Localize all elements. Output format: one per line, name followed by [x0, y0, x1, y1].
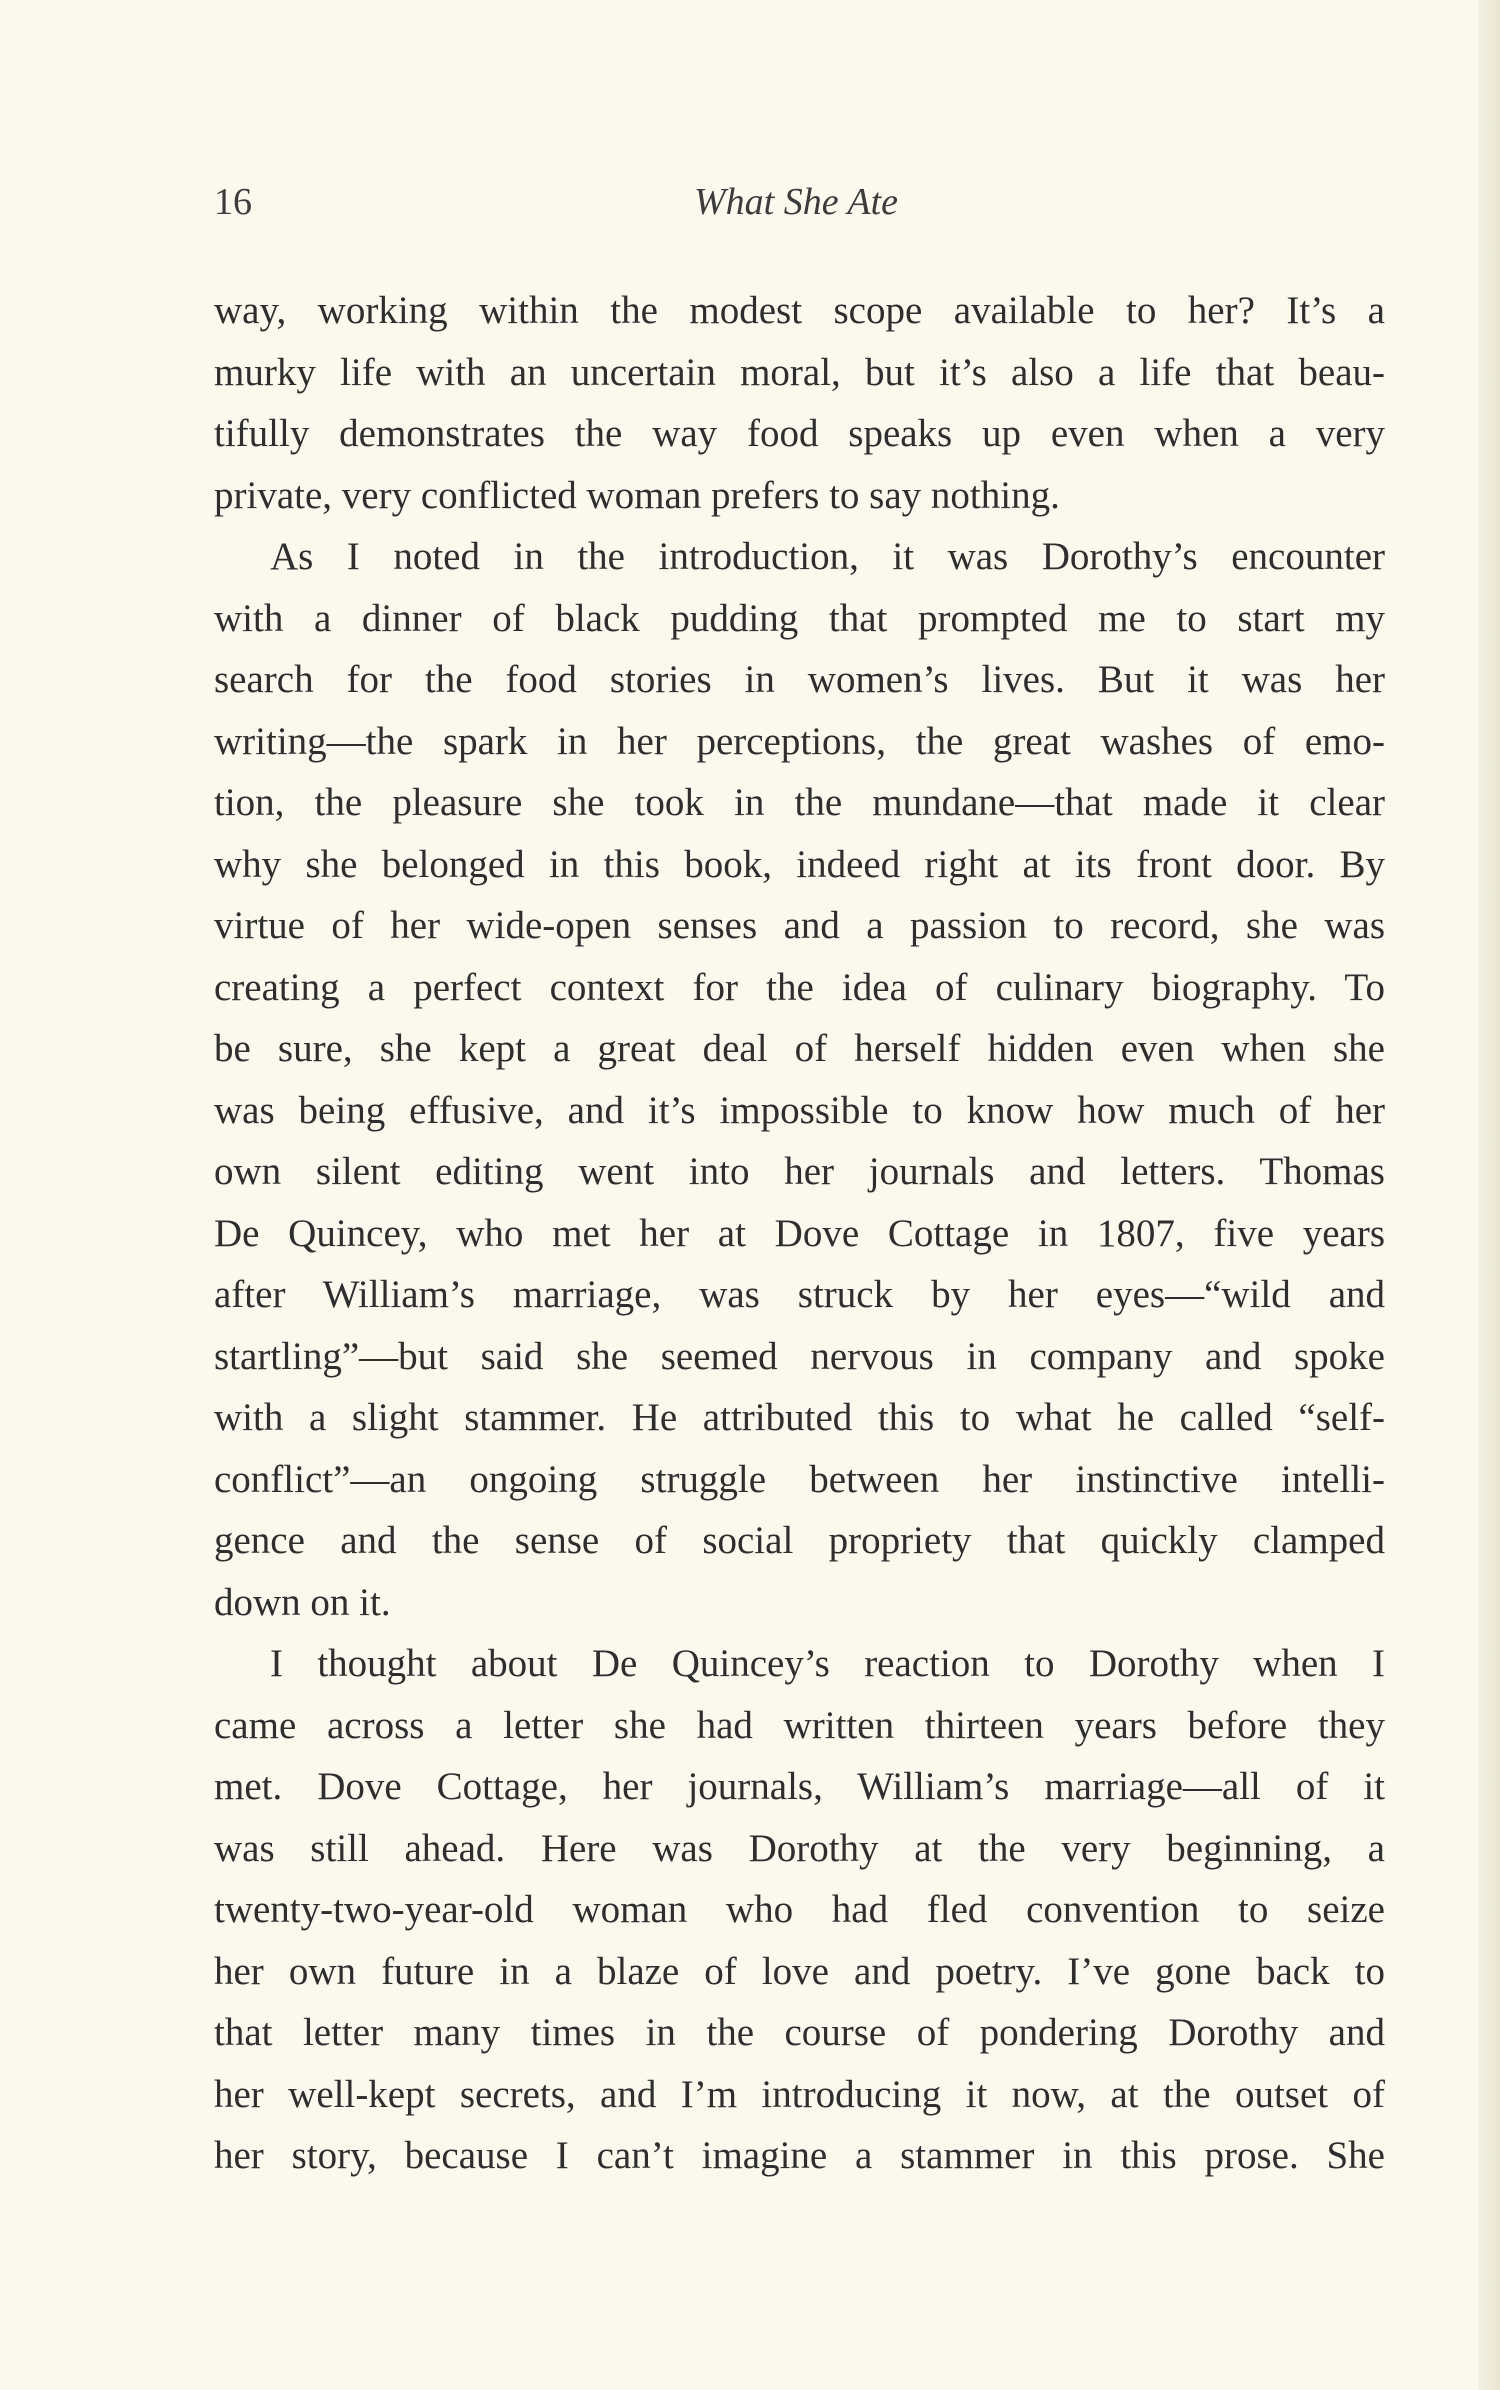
- text-line: be sure, she kept a great deal of herself hidden even when she: [214, 1027, 1385, 1070]
- text-line: with a dinner of black pudding that prompted me to start my: [214, 596, 1385, 640]
- text-line: her own future in a blaze of love and poetry. I’ve gone back to: [214, 1949, 1385, 1993]
- book-title: What She Ate: [694, 181, 899, 223]
- body-text: [214, 280, 1385, 2187]
- text-line: her story, because I can’t imagine a stammer in this prose. She: [214, 2134, 1385, 2177]
- text-line: was being effusive, and it’s impossible to know how much of her: [214, 1088, 1385, 1132]
- text-line: private, very conflicted woman prefers to say nothing.: [214, 473, 1060, 517]
- text-line: with a slight stammer. He attributed this to what he called “self-: [214, 1396, 1385, 1439]
- text-line: I thought about De Quincey’s reaction to Dorothy when I: [270, 1642, 1385, 1685]
- text-line: twenty-two-year-old woman who had fled convention to seize: [214, 1888, 1385, 1931]
- text-line: own silent editing went into her journals and letters. Thomas: [214, 1150, 1385, 1193]
- text-line: creating a perfect context for the idea of culinary biography. To: [214, 965, 1385, 1009]
- text-line: writing—the spark in her perceptions, the great washes of emo-: [214, 719, 1385, 763]
- running-head: [214, 180, 1385, 236]
- text-line: met. Dove Cottage, her journals, William’s marriage—all of it: [214, 1765, 1385, 1808]
- text-line: was still ahead. Here was Dorothy at the very beginning, a: [214, 1826, 1385, 1870]
- text-line: way, working within the modest scope available to her? It’s a: [214, 289, 1385, 332]
- text-line: conflict”—an ongoing struggle between her instinctive intelli-: [214, 1457, 1385, 1501]
- text-line: startling”—but said she seemed nervous in company and spoke: [214, 1334, 1385, 1378]
- text-line: her well-kept secrets, and I’m introducing it now, at the outset of: [214, 2072, 1385, 2116]
- text-line: after William’s marriage, was struck by her eyes—“wild and: [214, 1273, 1385, 1316]
- text-line: that letter many times in the course of pondering Dorothy and: [214, 2011, 1385, 2054]
- paragraph-1: [214, 280, 1385, 526]
- text-line: murky life with an uncertain moral, but it’s also a life that beau-: [214, 350, 1385, 394]
- page-edge-shadow: [1478, 0, 1500, 2390]
- text-line: why she belonged in this book, indeed right at its front door. By: [214, 842, 1385, 886]
- text-line: tifully demonstrates the way food speaks up even when a very: [214, 412, 1385, 455]
- text-line: came across a letter she had written thirteen years before they: [214, 1703, 1385, 1747]
- page-number: 16: [214, 181, 252, 223]
- text-line: search for the food stories in women’s lives. But it was her: [214, 658, 1385, 701]
- text-line: gence and the sense of social propriety that quickly clamped: [214, 1519, 1385, 1562]
- text-line: virtue of her wide-open senses and a passion to record, she was: [214, 904, 1385, 947]
- text-line: tion, the pleasure she took in the mundane—that made it clear: [214, 781, 1385, 824]
- paragraph-3: [214, 1633, 1385, 2187]
- paragraph-2: [214, 526, 1385, 1633]
- text-line: De Quincey, who met her at Dove Cottage in 1807, five years: [214, 1211, 1385, 1255]
- text-line: down on it.: [214, 1580, 391, 1624]
- text-line: As I noted in the introduction, it was Dorothy’s encounter: [270, 535, 1385, 578]
